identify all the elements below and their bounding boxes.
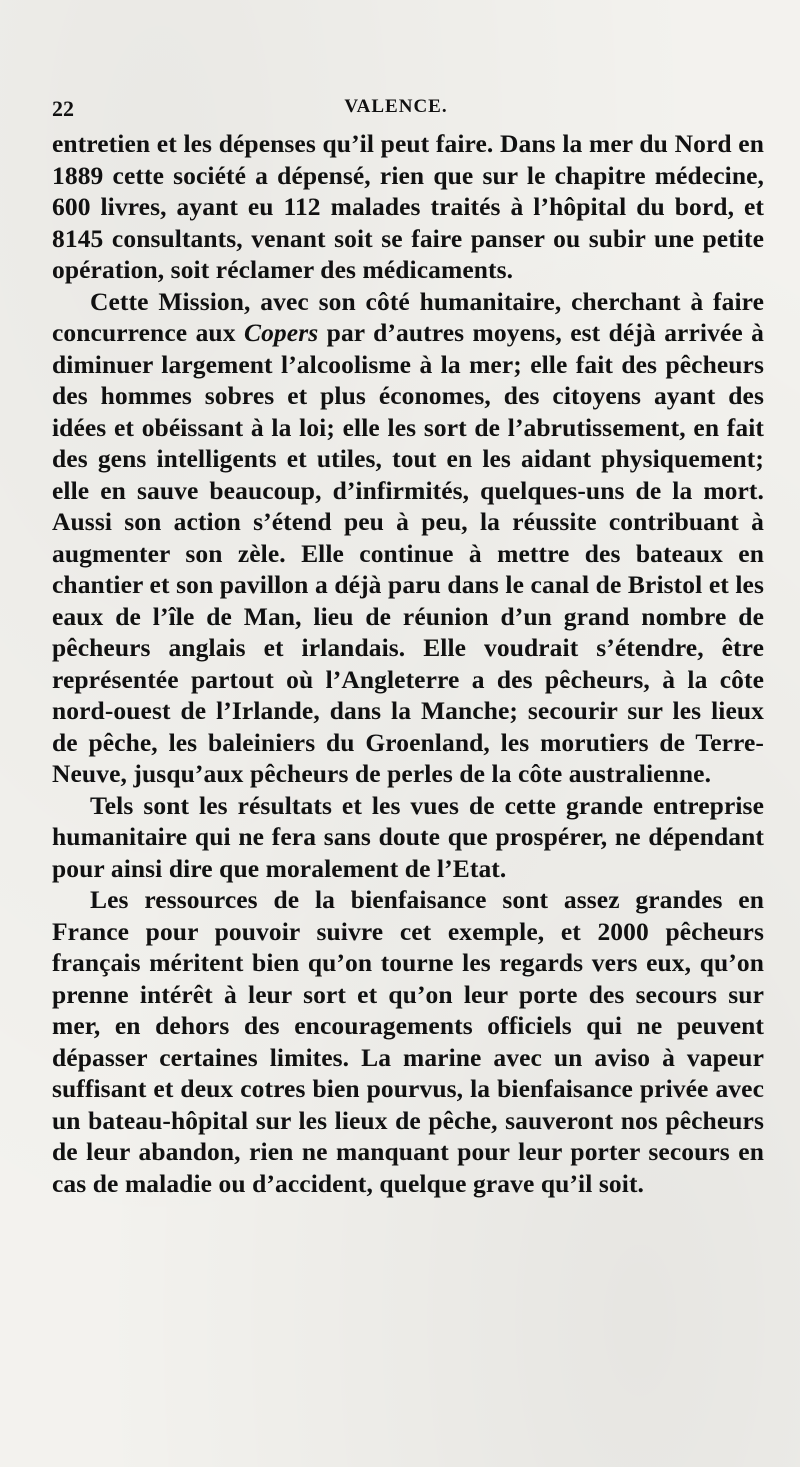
- running-title: VALENCE.: [344, 96, 448, 117]
- paragraph-text: Tels sont les résultats et les vues de cette grande entreprise humanitaire qui ne fera sans doute que prospérer, ne dépendant pour ainsi dire que moralement de l’Etat.: [52, 790, 764, 883]
- page-header: [52, 96, 740, 124]
- paragraph-3: [52, 790, 764, 885]
- page-number: 22: [52, 96, 74, 121]
- paragraph-text: Cette Mission, avec son côté humanitaire, cherchant à faire concurrence aux: [52, 286, 764, 347]
- paragraph-text: entretien et les dépenses qu’il peut faire. Dans la mer du Nord en 1889 cette société a dépensé, rien que sur le chapitre médecine, 600 livres, ayant eu 112 malades traités à l’hôpital du bord, et 8145 consultants, venant soit se faire panser ou subir une petite opération, soit réclamer des médicaments.: [52, 129, 764, 284]
- paragraph-1: [52, 128, 764, 286]
- body-text: [52, 128, 764, 1199]
- paragraph-text: Les ressources de la bienfaisance sont assez grandes en France pour pouvoir suivre cet exemple, et 2000 pêcheurs français méritent bien qu’on tourne les regards vers eux, qu’on prenne intérêt à leur sort et qu’on leur porte des secours sur mer, en dehors des encouragements officiels qui ne peuvent dépasser certaines limites. La marine avec un aviso à vapeur suffisant et deux cotres bien pourvus, la bienfaisance privée avec un bateau-hôpital sur les lieux de pêche, sauveront nos pêcheurs de leur abandon, rien ne manquant pour leur porter secours en cas de maladie ou d’accident, quelque grave qu’il soit.: [52, 885, 764, 1198]
- paragraph-2: [52, 286, 764, 790]
- paragraph-4: [52, 884, 764, 1199]
- italic-term: Copers: [243, 318, 319, 347]
- paragraph-text-continued: par d’autres moyens, est déjà arrivée à diminuer largement l’alcoolisme à la mer; elle fait des pêcheurs des hommes sobres et plus économes, des citoyens ayant des idées et obéissant à la loi; elle les sort de l’abrutissement, en fait des gens intelligents et utiles, tout en les aidant physiquement; elle en sauve beaucoup, d’infirmités, quelques-uns de la mort. Aussi son action s’étend peu à peu, la réussite contribuant à augmenter son zèle. Elle continue à mettre des bateaux en chantier et son pavillon a déjà paru dans le canal de Bristol et les eaux de l’île de Man, lieu de réunion d’un grand nombre de pêcheurs anglais et irlandais. Elle voudrait s’étendre, être représentée partout où l’Angleterre a des pêcheurs, à la côte nord-ouest de l’Irlande, dans la Manche; secourir sur les lieux de pêche, les baleiniers du Groenland, les morutiers de Terre-Neuve, jusqu’aux pêcheurs de perles de la côte australienne.: [52, 318, 765, 788]
